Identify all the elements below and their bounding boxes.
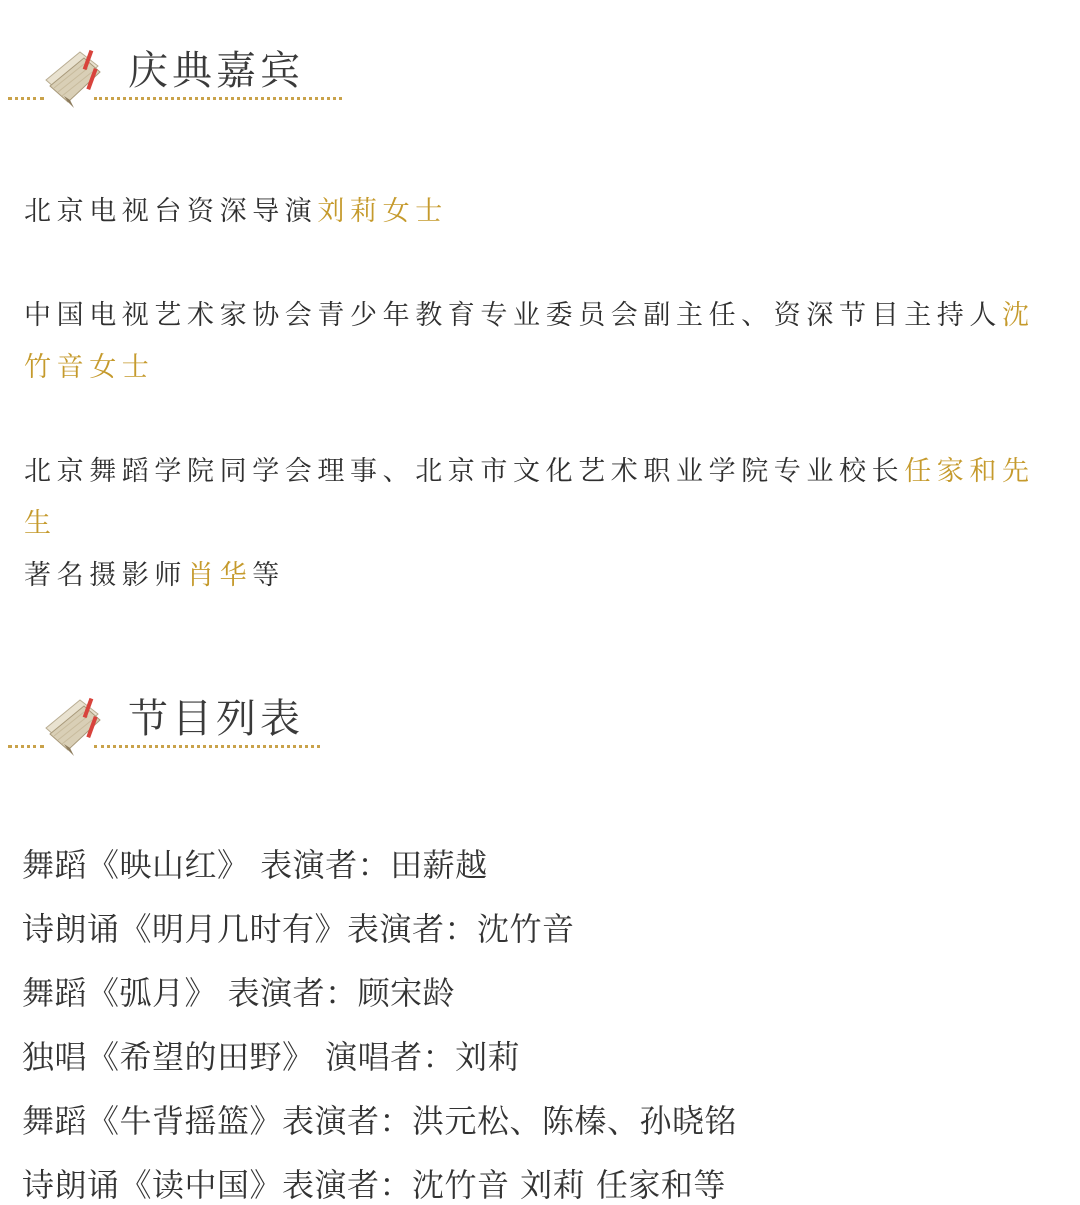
section-title-guests: 庆典嘉宾 <box>128 48 304 94</box>
heading-dotted-rule-left <box>8 745 44 748</box>
guest-item <box>24 186 1054 238</box>
guest-item <box>24 550 1054 602</box>
notebook-pen-icon <box>40 44 104 110</box>
program-item: 独唱《希望的田野》 演唱者：刘莉 <box>22 1038 521 1076</box>
section-title-programs: 节目列表 <box>128 696 304 742</box>
guest-item <box>24 290 1054 394</box>
guest-role: 北京舞蹈学院同学会理事、北京市文化艺术职业学院专业校长 <box>24 456 905 487</box>
program-item: 舞蹈《映山红》 表演者：田薪越 <box>22 846 488 884</box>
program-item: 舞蹈《弧月》 表演者：顾宋龄 <box>22 974 456 1012</box>
guest-item <box>24 446 1054 550</box>
guest-suffix: 等 <box>252 560 285 591</box>
heading-dotted-rule-left <box>8 97 44 100</box>
program-item: 诗朗诵《读中国》表演者：沈竹音 刘莉 任家和等 <box>22 1166 726 1204</box>
program-item: 诗朗诵《明月几时有》表演者：沈竹音 <box>22 910 575 948</box>
guest-role: 中国电视艺术家协会青少年教育专业委员会副主任、资深节目主持人 <box>24 300 1002 331</box>
guest-name: 刘莉女士 <box>317 196 448 227</box>
heading-dotted-rule-right <box>94 745 320 748</box>
guest-name: 沈竹音女士 <box>24 300 1035 383</box>
heading-dotted-rule-right <box>94 97 342 100</box>
notebook-pen-icon <box>40 692 104 758</box>
guest-name: 任家和先生 <box>24 456 1035 539</box>
program-item: 舞蹈《牛背摇篮》表演者：洪元松、陈榛、孙晓铭 <box>22 1102 738 1140</box>
guest-name: 肖华 <box>187 560 253 591</box>
guest-role: 北京电视台资深导演 <box>24 196 318 227</box>
guest-role: 著名摄影师 <box>24 560 187 591</box>
